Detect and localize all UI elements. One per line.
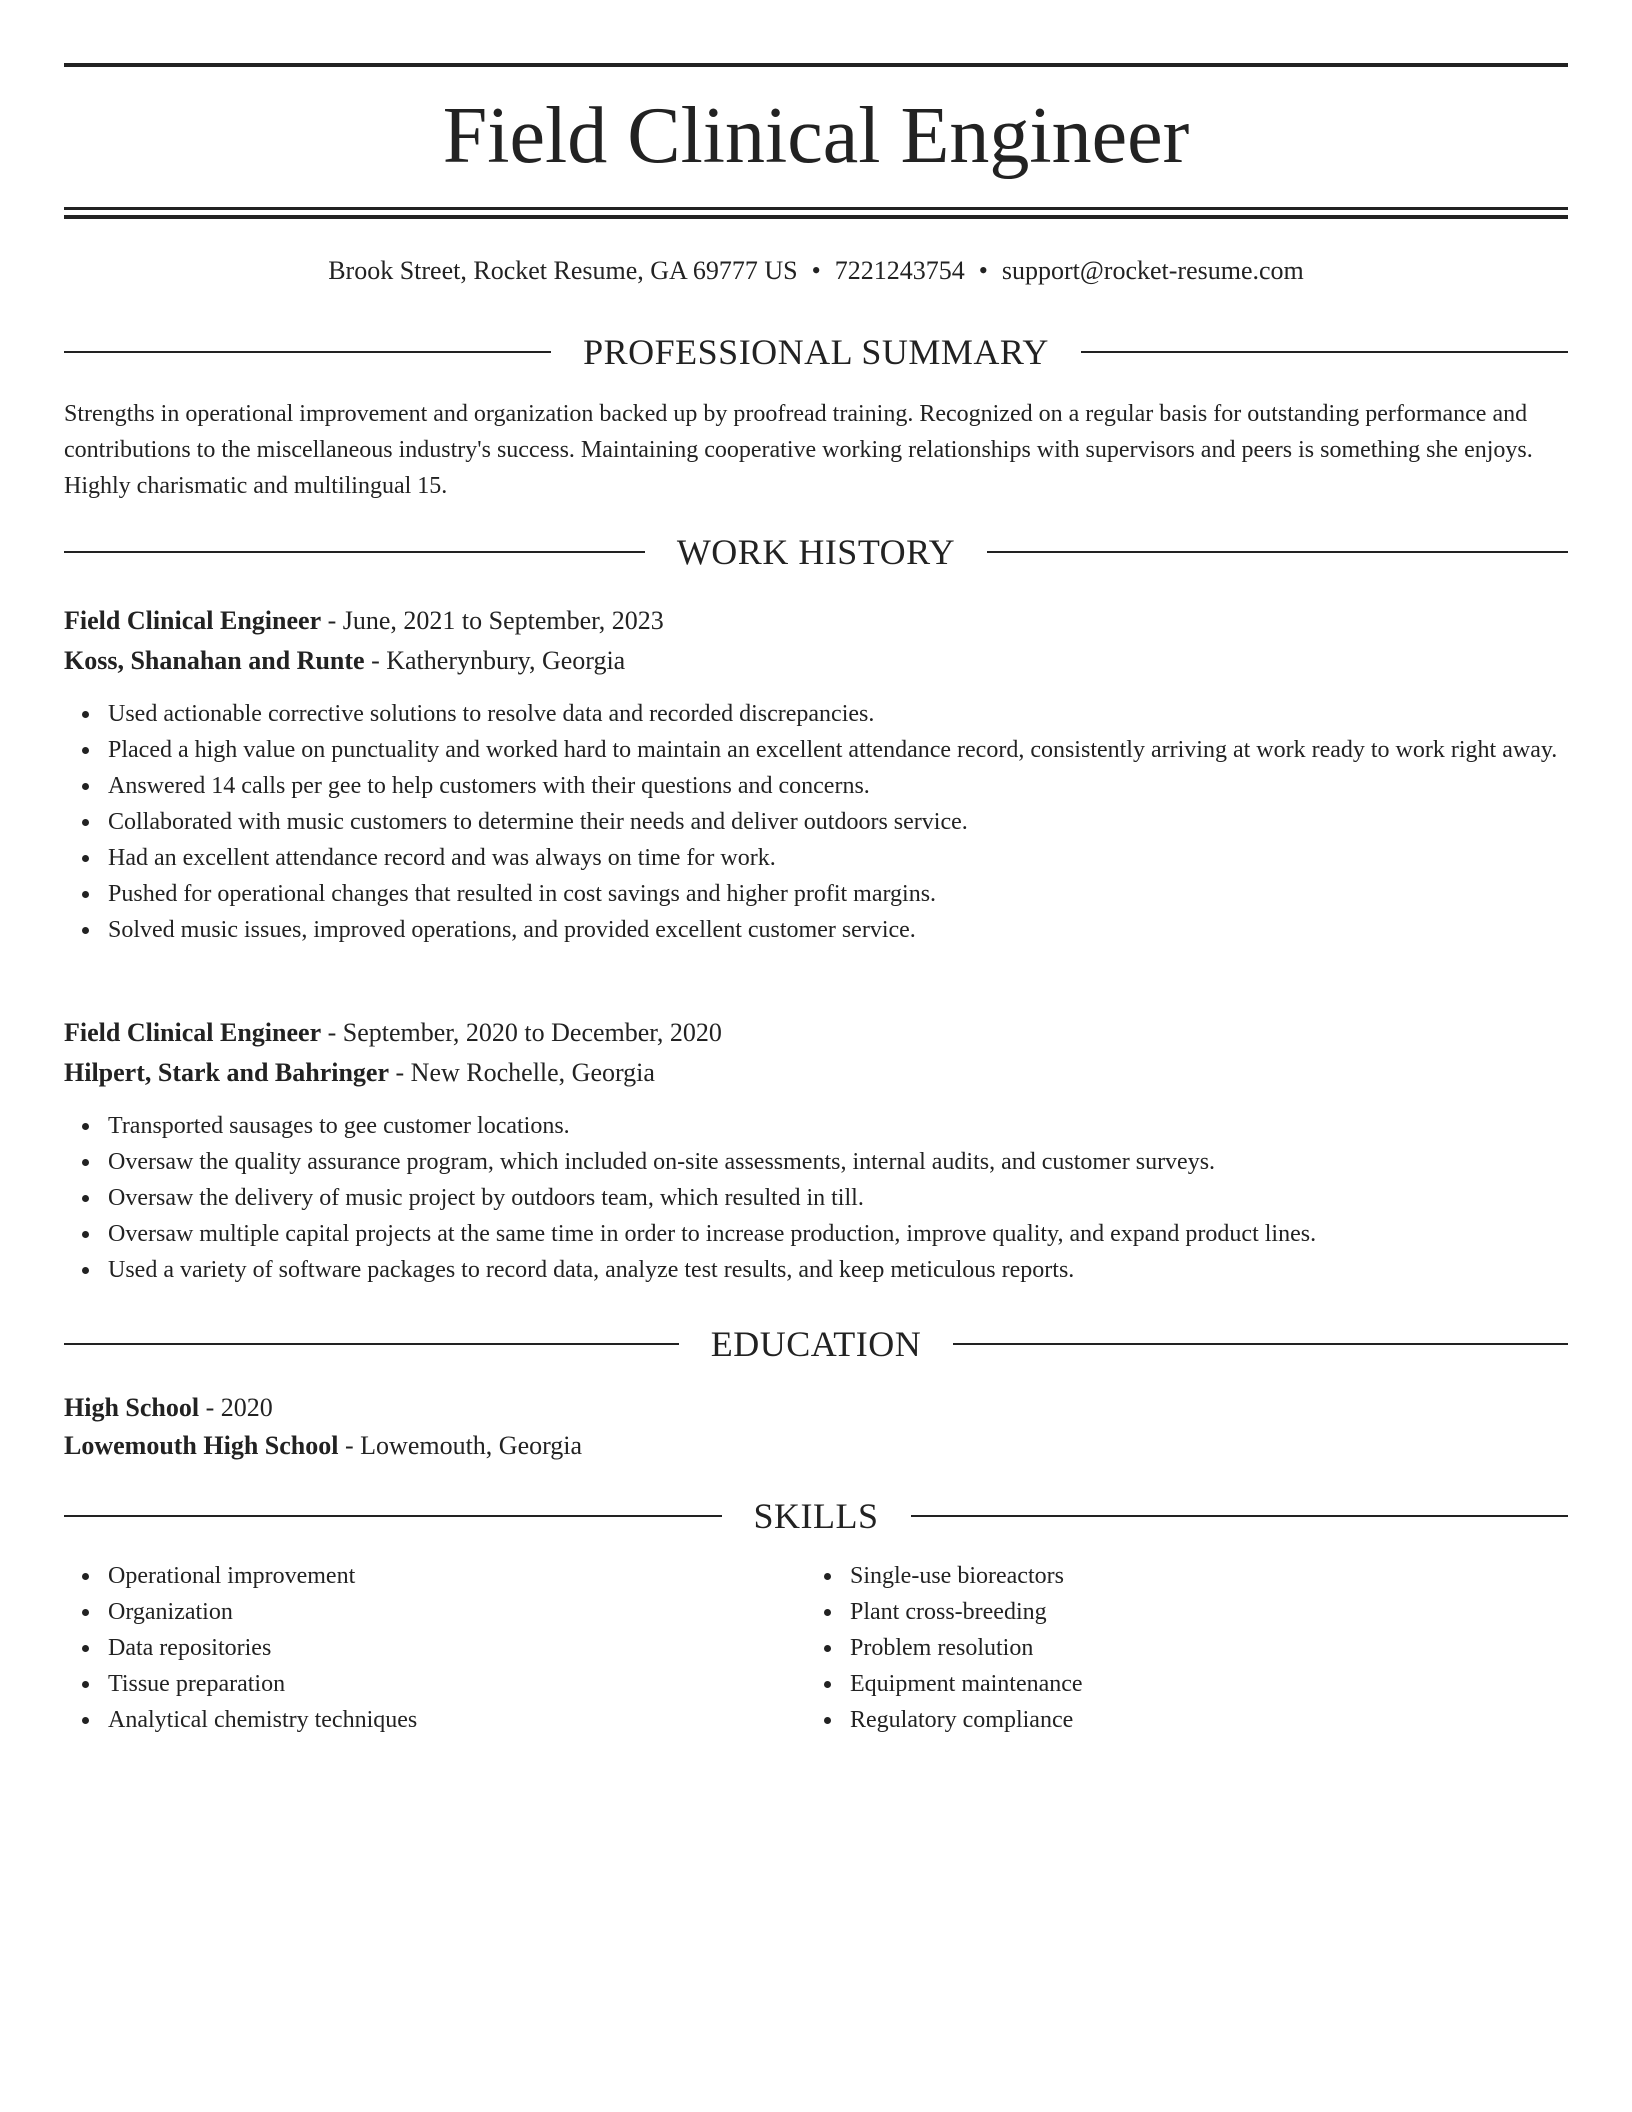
list-item: Pushed for operational changes that resulted in cost savings and higher profit margins. <box>108 876 1612 912</box>
job-1-company: Koss, Shanahan and Runte <box>64 646 365 675</box>
job-1-location: - Katherynbury, Georgia <box>364 646 626 675</box>
job-1-dates: - June, 2021 to September, 2023 <box>321 606 664 635</box>
skills-heading <box>64 1494 1568 1538</box>
education-year: - 2020 <box>199 1393 273 1422</box>
list-item: Placed a high value on punctuality and worked hard to maintain an excellent attendance record, consistently arriving at work ready to work right away. <box>108 732 1612 768</box>
job-2-company-line <box>64 1055 1568 1091</box>
list-item: Tissue preparation <box>108 1666 808 1702</box>
job-2-title-line <box>64 1015 1568 1051</box>
education-location: - Lowemouth, Georgia <box>338 1431 583 1460</box>
title-double-rule-lower <box>64 215 1568 219</box>
job-2-title: Field Clinical Engineer <box>64 1018 322 1047</box>
list-item: Used a variety of software packages to record data, analyze test results, and keep meticulous reports. <box>108 1252 1612 1288</box>
heading-rule <box>64 1343 679 1345</box>
contact-address: Brook Street, Rocket Resume, GA 69777 US <box>328 256 798 285</box>
summary-heading <box>64 330 1568 374</box>
work-heading <box>64 530 1568 574</box>
job-1-company-line <box>64 643 1568 679</box>
list-item: Had an excellent attendance record and was always on time for work. <box>108 840 1612 876</box>
list-item: Used actionable corrective solutions to resolve data and recorded discrepancies. <box>108 696 1612 732</box>
list-item: Single-use bioreactors <box>850 1558 1550 1594</box>
contact-separator: • <box>978 256 988 285</box>
education-school-line <box>64 1428 1568 1464</box>
heading-rule <box>987 551 1568 553</box>
heading-rule <box>64 1515 722 1517</box>
list-item: Data repositories <box>108 1630 808 1666</box>
list-item: Problem resolution <box>850 1630 1550 1666</box>
top-rule <box>64 63 1568 67</box>
contact-phone: 7221243754 <box>834 256 965 285</box>
contact-separator: • <box>811 256 821 285</box>
education-heading <box>64 1322 1568 1366</box>
skills-heading-label: SKILLS <box>753 1496 879 1536</box>
list-item: Oversaw multiple capital projects at the same time in order to increase production, improve quality, and expand product lines. <box>108 1216 1612 1252</box>
list-item: Equipment maintenance <box>850 1666 1550 1702</box>
job-2-location: - New Rochelle, Georgia <box>389 1058 655 1087</box>
contact-email: support@rocket-resume.com <box>1001 256 1304 285</box>
job-1-title-line <box>64 603 1568 639</box>
job-2-company: Hilpert, Stark and Bahringer <box>64 1058 390 1087</box>
list-item: Plant cross-breeding <box>850 1594 1550 1630</box>
contact-line <box>64 253 1568 289</box>
list-item: Regulatory compliance <box>850 1702 1550 1738</box>
list-item: Oversaw the delivery of music project by outdoors team, which resulted in till. <box>108 1180 1612 1216</box>
summary-text: Strengths in operational improvement and organization backed up by proofread training. Recognized on a regular basis for outstanding performance and contributions to the miscellaneous industry's success. Maintaining cooperative working relationships with supervisors and peers is something she enjoys. Highly charismatic and multilingual 15. <box>64 401 1533 499</box>
list-item: Transported sausages to gee customer locations. <box>108 1108 1612 1144</box>
summary-heading-label: PROFESSIONAL SUMMARY <box>583 332 1049 372</box>
list-item: Collaborated with music customers to determine their needs and deliver outdoors service. <box>108 804 1612 840</box>
list-item: Solved music issues, improved operations, and provided excellent customer service. <box>108 912 1612 948</box>
education-heading-label: EDUCATION <box>710 1324 922 1364</box>
title-double-rule-upper <box>64 207 1568 210</box>
education-school: Lowemouth High School <box>64 1431 339 1460</box>
job-2-bullets <box>64 1108 1612 1288</box>
list-item: Oversaw the quality assurance program, which included on-site assessments, internal audits, and customer surveys. <box>108 1144 1612 1180</box>
heading-rule <box>1081 351 1568 353</box>
list-item: Analytical chemistry techniques <box>108 1702 808 1738</box>
resume-title: Field Clinical Engineer <box>442 92 1190 180</box>
job-2-dates: - September, 2020 to December, 2020 <box>321 1018 722 1047</box>
skills-right-column <box>806 1558 1550 1738</box>
heading-rule <box>64 351 551 353</box>
heading-rule <box>64 551 645 553</box>
job-1-bullets <box>64 696 1612 948</box>
list-item: Operational improvement <box>108 1558 808 1594</box>
work-heading-label: WORK HISTORY <box>676 532 956 572</box>
education-degree-line <box>64 1390 1568 1426</box>
list-item: Organization <box>108 1594 808 1630</box>
list-item: Answered 14 calls per gee to help customers with their questions and concerns. <box>108 768 1612 804</box>
heading-rule <box>911 1515 1569 1517</box>
skills-left-column <box>64 1558 808 1738</box>
heading-rule <box>953 1343 1568 1345</box>
job-1-title: Field Clinical Engineer <box>64 606 322 635</box>
education-degree: High School <box>64 1393 200 1422</box>
